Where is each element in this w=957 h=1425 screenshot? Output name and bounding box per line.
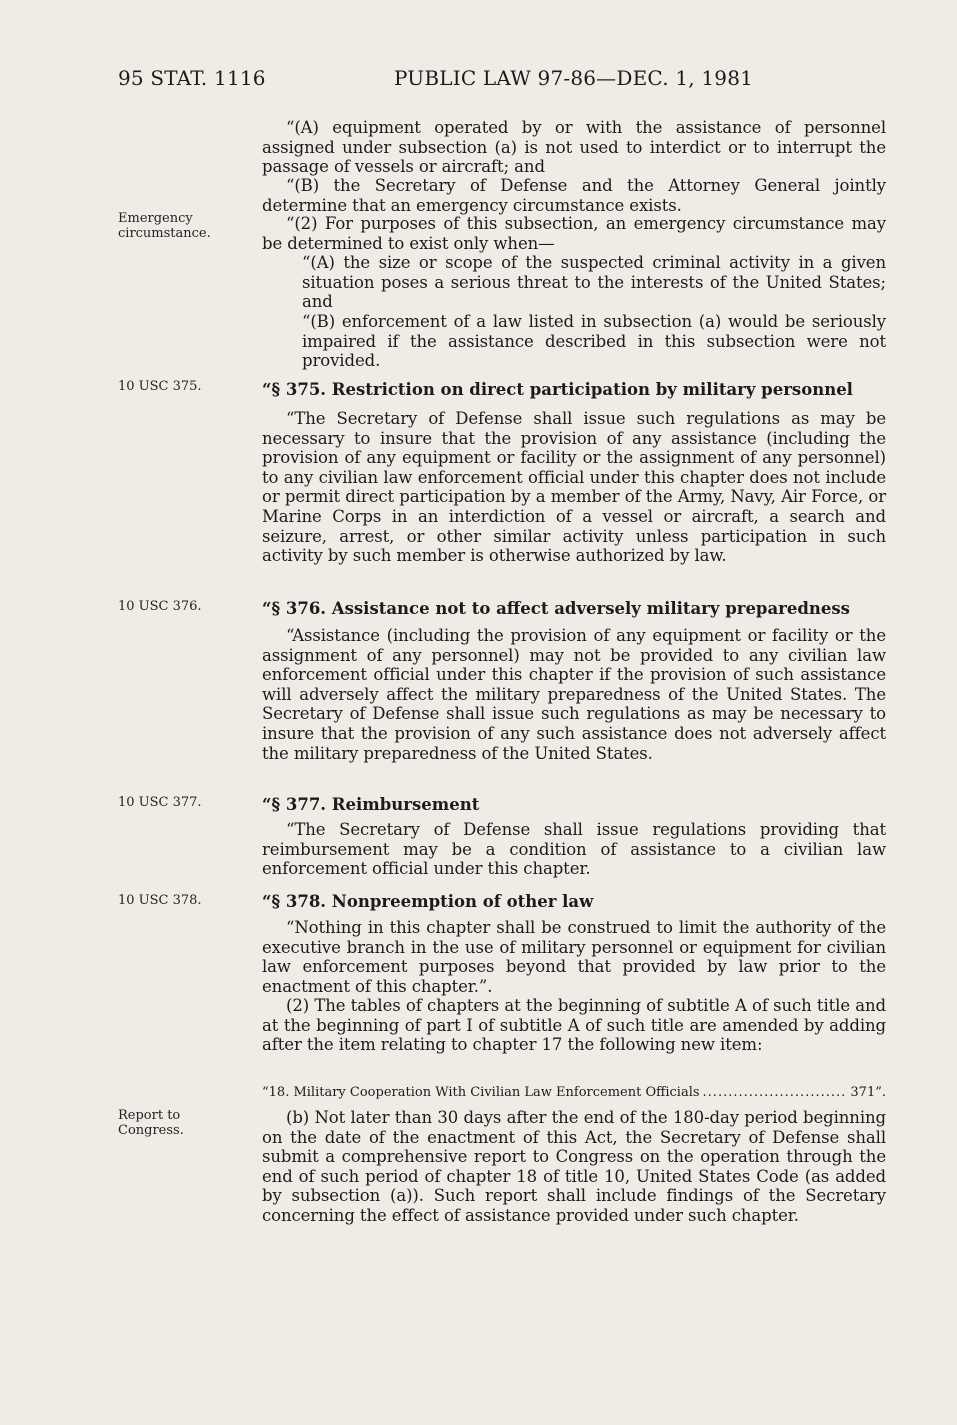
paragraph-b-enforcement: “(B) enforcement of a law listed in subsection (a) would be seriously impaired if the assistance described in this subsection were not provided.	[302, 312, 886, 371]
toc-entry-title: “18. Military Cooperation With Civilian Law Enforcement Officials	[262, 1085, 700, 1100]
toc-entry	[262, 1085, 886, 1100]
report-to-congress-text: (b) Not later than 30 days after the end of the 180-day period beginning on the date of the enactment of this Act, the Secretary of Defense shall submit a comprehensive report to Congress on the operation through the end of such period of chapter 18 of title 10, United States Code (as added by subsection (a)). Such report shall include findings of the Secretary concerning the effect of assistance provided under such chapter.	[262, 1108, 886, 1225]
margin-note-usc-376: 10 USC 376.	[118, 599, 202, 614]
margin-note-usc-375: 10 USC 375.	[118, 379, 202, 394]
section-378-heading: “§ 378. Nonpreemption of other law	[262, 892, 594, 911]
section-376-text: “Assistance (including the provision of any equipment or facility or the assignment of any personnel) may not be provided to any civilian law enforcement official under this chapter if the provision of such assistance will adversely affect the military preparedness of the United States. The Secretary of Defense shall issue such regulations as may be necessary to insure that the provision of any such assistance does not adversely affect the military preparedness of the United States.	[262, 626, 886, 763]
margin-note-report: Report to Congress.	[118, 1108, 184, 1138]
section-378-text: “Nothing in this chapter shall be construed to limit the authority of the executive branch in the use of military personnel or equipment for civilian law enforcement purposes beyond that provided by law prior to the enactment of this chapter.”.	[262, 918, 886, 996]
paragraph-2-emergency: “(2) For purposes of this subsection, an emergency circumstance may be determined to exist only when—	[262, 214, 886, 253]
page-header	[118, 66, 888, 96]
margin-note-usc-378: 10 USC 378.	[118, 893, 202, 908]
statute-citation: 95 STAT. 1116	[118, 66, 266, 90]
public-law-title: PUBLIC LAW 97-86—DEC. 1, 1981	[394, 66, 754, 90]
tables-of-chapters-text: (2) The tables of chapters at the beginning of subtitle A of such title and at the beginning of part I of subtitle A of such title are amended by adding after the item relating to chapter 17 the following new item:	[262, 996, 886, 1055]
section-377-heading: “§ 377. Reimbursement	[262, 795, 480, 814]
toc-leader-dots	[703, 1085, 848, 1100]
section-375-text: “The Secretary of Defense shall issue such regulations as may be necessary to insure that the provision of any assistance (including the provision of any equipment or facility or the assignment of any personnel) to any civilian law enforcement official under this chapter does not include or permit direct participation by a member of the Army, Navy, Air Force, or Marine Corps in an interdiction of a vessel or aircraft, a search and seizure, arrest, or other similar activity unless participation in such activity by such member is otherwise authorized by law.	[262, 409, 886, 566]
margin-note-emergency: Emergency circumstance.	[118, 211, 211, 241]
section-375-heading: “§ 375. Restriction on direct participation by military personnel	[262, 380, 853, 399]
paragraph-b-joint-determination: “(B) the Secretary of Defense and the Attorney General jointly determine that an emergency circumstance exists.	[262, 176, 886, 215]
toc-entry-page: 371”.	[850, 1085, 886, 1100]
paragraph-a-criminal-activity: “(A) the size or scope of the suspected criminal activity in a given situation poses a serious threat to the interests of the United States; and	[302, 253, 886, 312]
margin-note-usc-377: 10 USC 377.	[118, 795, 202, 810]
paragraph-a-equipment: “(A) equipment operated by or with the assistance of personnel assigned under subsection (a) is not used to interdict or to interrupt the passage of vessels or aircraft; and	[262, 118, 886, 177]
section-376-heading: “§ 376. Assistance not to affect adversely military preparedness	[262, 599, 850, 618]
section-377-text: “The Secretary of Defense shall issue regulations providing that reimbursement may be a condition of assistance to a civilian law enforcement official under this chapter.	[262, 820, 886, 879]
